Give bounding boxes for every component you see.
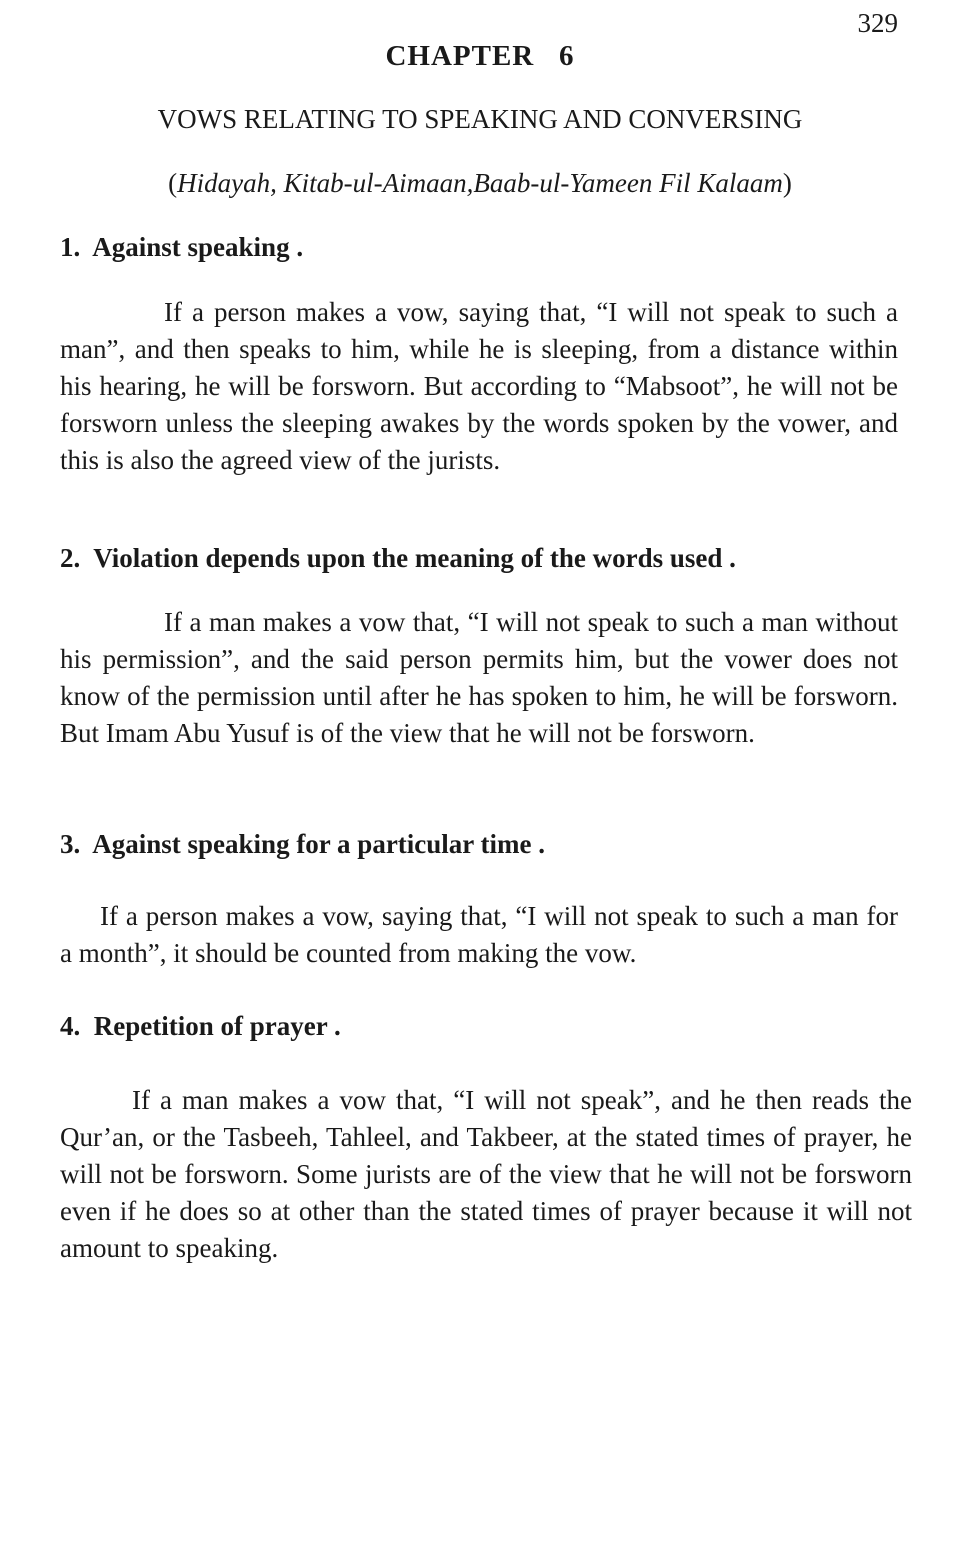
page-number: 329	[857, 8, 898, 38]
citation-close-paren: )	[782, 168, 792, 198]
section-heading-4: 4. Repetition of prayer .	[60, 1011, 341, 1041]
section-body-2: If a man makes a vow that, “I will not speak to such a man without his permission”, and the said person permits him, but the vower does not know of the permission until after he has spoken to him, he will be forsworn. But Imam Abu Yusuf is of the view that he will not be forsworn.	[60, 607, 898, 748]
section-heading-2: 2. Violation depends upon the meaning of the words used .	[60, 543, 736, 573]
section-body-4: If a man makes a vow that, “I will not speak”, and he then reads the Qur’an, or the Tasbeeh, Tahleel, and Takbeer, at the stated times of prayer, he will not be forsworn. Some jurists are of the view that he will not be forsworn even if he does so at other than the stated times of prayer because it will not amount to speaking.	[60, 1085, 912, 1263]
chapter-citation	[0, 168, 960, 199]
section-body-3: If a person makes a vow, saying that, “I will not speak to such a man for a month”, it should be counted from making the vow.	[60, 901, 898, 968]
section-body-1: If a person makes a vow, saying that, “I will not speak to such a man”, and then speaks to him, while he is sleeping, from a distance within his hearing, he will be forsworn. But according to “Mabsoot”, he will not be forsworn unless the sleeping awakes by the words spoken by the vower, and this is also the agreed view of the jurists.	[60, 297, 898, 475]
section-heading-1: 1. Against speaking .	[60, 232, 304, 262]
chapter-subtitle: VOWS RELATING TO SPEAKING AND CONVERSING	[157, 104, 803, 134]
citation-open-paren: (	[168, 168, 178, 198]
chapter-title: CHAPTER 6	[385, 40, 575, 72]
citation-text: Hidayah, Kitab-ul-Aimaan,Baab-ul-Yameen Fil Kalaam	[177, 168, 783, 198]
section-heading-3: 3. Against speaking for a particular time .	[60, 829, 546, 859]
